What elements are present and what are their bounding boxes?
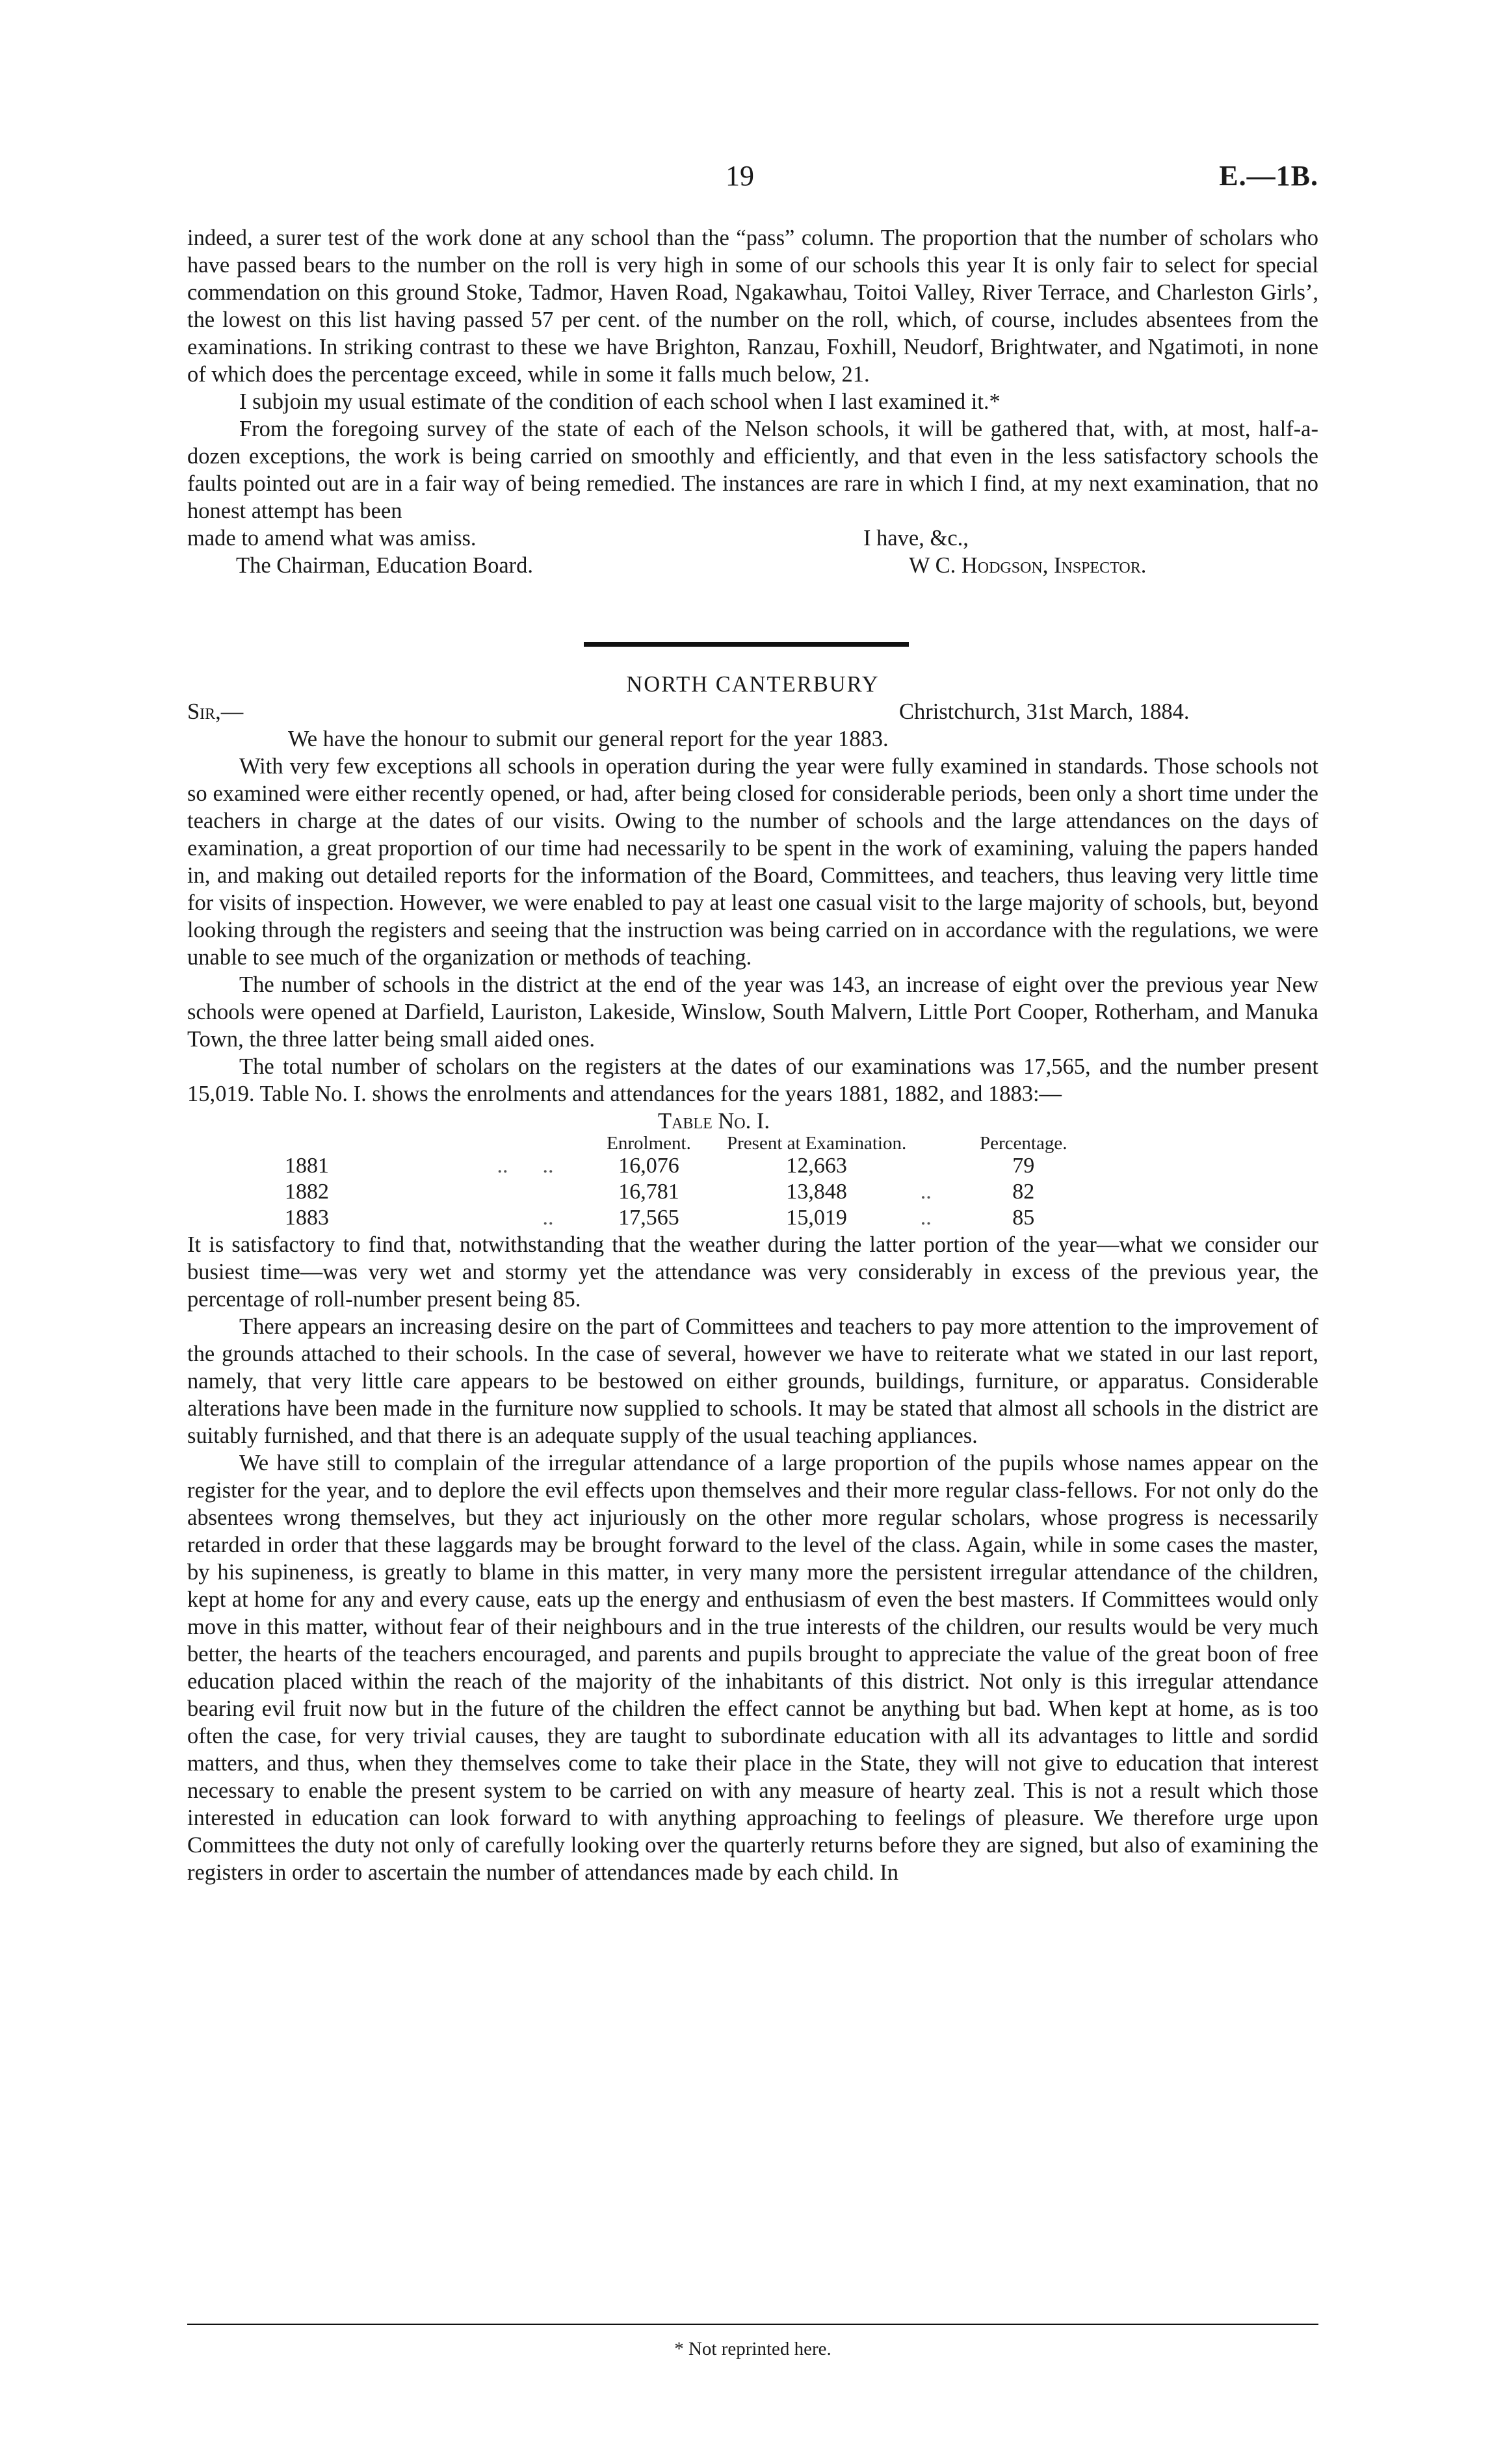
salutation: Sir,—: [187, 699, 244, 724]
present-cell: 12,663: [786, 1154, 847, 1178]
enrolment-cell: 16,076: [618, 1154, 679, 1178]
table-header-row: [285, 1134, 1101, 1153]
table-row: 1881 .. .. 16,076 12,663 79: [285, 1153, 1101, 1179]
place-date: Christchurch, 31st March, 1884.: [899, 699, 1190, 724]
enrolment-cell: 16,781: [618, 1180, 679, 1204]
year-cell: 1881: [285, 1154, 329, 1178]
column-header-present: Present at Examination.: [727, 1133, 907, 1154]
percentage-cell: 85: [1012, 1206, 1035, 1230]
document-reference: E.—1B.: [1219, 160, 1318, 192]
table-title: Table No. I.: [658, 1109, 770, 1134]
nc-paragraph-1: With very few exceptions all schools in operation during the year were fully examined in standards. Those schools not so examined were either recently opened, or had, after being closed for considerable periods, been only a short time under the teachers in charge at the dates of our visits. Owing to the number of schools and the large attendances on the days of examination, a great proportion of our time had necessarily to be spent in the work of examining, valuing the papers handed in, and making out detailed reports for the information of the Board, Committees, and teachers, thus leaving very little time for visits of inspection. However, we were enabled to pay at least one casual visit to the large majority of schools, but, beyond looking through the registers and seeing that the instruction was being carried on in accordance with the regulations, we were unable to see much of the organization or methods of teaching.: [187, 754, 1318, 970]
nelson-paragraph-1: indeed, a surer test of the work done at any school than the “pass” column. The proportion that the number of scholars who have passed bears to the number on the roll is very high in some of our schools this year It is only fair to select for special commendation on this ground Stoke, Tadmor, Haven Road, Ngakawhau, Toitoi Valley, River Terrace, and Charleston Girls’, the lowest on this list having passed 57 per cent. of the number on the roll, which, of course, includes absentees from the examinations. In striking contrast to these we have Brighton, Ranzau, Foxhill, Neudorf, Brightwater, and Ngatimoti, in none of which does the percentage exceed, while in some it falls much below, 21.: [187, 226, 1318, 387]
enrolment-table: [285, 1134, 1101, 1231]
closing-phrase: I have, &c.,: [863, 526, 969, 551]
percentage-cell: 79: [1012, 1154, 1035, 1178]
nelson-signature-row: [187, 552, 1318, 579]
table-row: 1882 16,781 13,848 .. 82: [285, 1179, 1101, 1205]
present-cell: 15,019: [786, 1206, 847, 1230]
page-number: 19: [726, 160, 754, 192]
year-cell: 1883: [285, 1206, 329, 1230]
nc-intro: We have the honour to submit our general report for the year 1883.: [288, 727, 889, 751]
inspector-signature: W C. Hodgson, Inspector.: [909, 553, 1147, 578]
page-header: [187, 159, 1318, 198]
nc-paragraph-6: We have still to complain of the irregular attendance of a large proportion of the pupils whose names appear on the register for the year, and to deplore the evil effects upon themselves and their more regular class-fellows. For not only do the absentees wrong themselves, but they act injuriously on the other more regular scholars, whose progress is necessarily retarded in order that these laggards may be brought forward to the level of the class. Again, while in some cases the master, by his supineness, is greatly to blame in this matter, in very many more the persistent irregular attendance of the children, kept at home for any and every cause, eats up the energy and enthusiasm of even the best masters. If Committees would only move in this matter, without fear of their neighbours and in the true interests of the children, our results would be very much better, the hearts of the teachers encouraged, and parents and pupils brought to appreciate the value of the great boon of free education placed within the reach of the majority of the inhabitants of this district. Not only is this irregular attendance bearing evil fruit now but in the future of the children the effect cannot be anything but bad. When kept at home, as is too often the case, for very trivial causes, they are taught to subordinate education with all its advantages to little and sordid matters, and thus, when they themselves come to take their place in the State, they will not give to education that interest necessary to enable the present system to be carried on with any measure of hearty zeal. This is not a result which those interested in education can look forward to with anything approaching to feelings of pleasure. We therefore urge upon Committees the duty not only of carefully looking over the quarterly returns before they are signed, but also of examining the registers in order to ascertain the number of attendances made by each child. In: [187, 1451, 1318, 1885]
salutation-row: [187, 698, 1318, 725]
nelson-paragraph-3: From the foregoing survey of the state of each of the Nelson schools, it will be gathered that, with, at most, half-a-dozen exceptions, the work is being carried on smoothly and efficiently, and that even in the less satisfactory schools the faults pointed out are in a fair way of being remedied. The instances are rare in which I find, at my next examination, that no honest attempt has been: [187, 417, 1318, 523]
section-title: NORTH CANTERBURY: [626, 672, 880, 697]
table-row: 1883 .. 17,565 15,019 .. 85: [285, 1205, 1101, 1231]
nc-paragraph-5: There appears an increasing desire on the part of Committees and teachers to pay more attention to the improvement of the grounds attached to their schools. In the case of several, however we have to reiterate what we stated in our last report, namely, that very little care appears to be bestowed on either grounds, buildings, furniture, or apparatus. Considerable alterations have been made in the furniture now supplied to schools. It may be stated that almost all schools in the district are suitably furnished, and that there is an adequate supply of the usual teaching appliances.: [187, 1314, 1318, 1448]
column-header-enrolment: Enrolment.: [607, 1133, 691, 1154]
footnote-rule: [187, 2324, 1318, 2325]
column-header-percentage: Percentage.: [980, 1133, 1067, 1154]
addressee: The Chairman, Education Board.: [236, 553, 533, 578]
north-canterbury-report: [187, 671, 1318, 1886]
percentage-cell: 82: [1012, 1180, 1035, 1204]
year-cell: 1882: [285, 1180, 329, 1204]
nc-paragraph-2: The number of schools in the district at the end of the year was 143, an increase of eight over the previous year New schools were opened at Darfield, Lauriston, Lakeside, Winslow, South Malvern, Little Port Cooper, Rotherham, and Manuka Town, the three latter being small aided ones.: [187, 972, 1318, 1052]
nelson-last-line: made to amend what was amiss.: [187, 526, 477, 551]
section-divider: [584, 642, 909, 647]
present-cell: 13,848: [786, 1180, 847, 1204]
enrolment-cell: 17,565: [618, 1206, 679, 1230]
nelson-paragraph-2: I subjoin my usual estimate of the condition of each school when I last examined it.*: [239, 389, 1001, 414]
nc-paragraph-3: The total number of scholars on the registers at the dates of our examinations was 17,565, and the number present 15,019. Table No. I. shows the enrolments and attendances for the years 1881, 1882, and 1883:—: [187, 1054, 1318, 1106]
nelson-report-end: [187, 224, 1318, 579]
nelson-closing-row: [187, 525, 1318, 552]
footnote: * Not reprinted here.: [674, 2339, 831, 2359]
nc-paragraph-4: It is satisfactory to find that, notwithstanding that the weather during the latter portion of the year—what we consider our busiest time—was very wet and stormy yet the attendance was very considerably in excess of the previous year, the percentage of roll-number present being 85.: [187, 1232, 1318, 1312]
